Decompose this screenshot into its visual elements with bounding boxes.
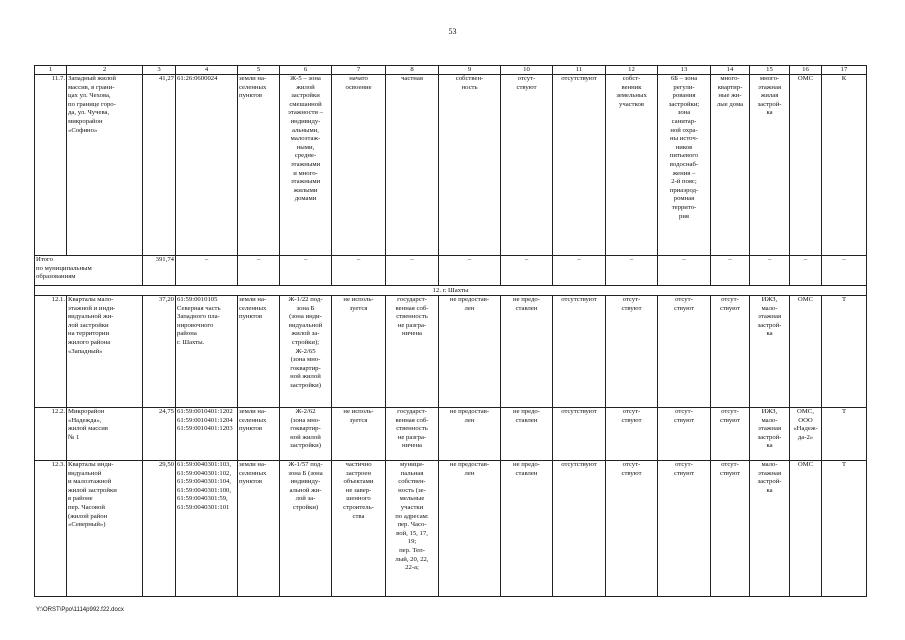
- table-cell: 61:26:0600024: [176, 75, 238, 256]
- table-cell: ОМС: [790, 461, 822, 597]
- total-dash: –: [501, 256, 553, 286]
- table-cell: земли на- селенных пунктов: [238, 75, 280, 256]
- total-dash: –: [176, 256, 238, 286]
- table-cell: Западный жилой массив, в грани- цах ул. Чехова, по границе горо- да, ул. Чучева, микрорайон «Софино»: [67, 75, 143, 256]
- table-row: [35, 75, 867, 256]
- table-cell: 6Б – зона регули- рования застройки; зона санитар- ной охра- ны источ- ников питьевого водоснаб- жения – 2-й пояс; приаэрод- ромная террито- рия: [658, 75, 711, 256]
- column-number: 11: [553, 66, 606, 75]
- table-cell: ОМС: [790, 75, 822, 256]
- table-cell: государст- венная соб- ственность не разгра- ничена: [386, 296, 439, 408]
- column-number: 6: [280, 66, 332, 75]
- table-cell: 41,27: [143, 75, 176, 256]
- table-cell: отсут- ствуют: [711, 296, 750, 408]
- column-number: 13: [658, 66, 711, 75]
- table-cell: отсутствуют: [553, 408, 606, 461]
- total-dash: –: [553, 256, 606, 286]
- table-cell: ИЖЗ, мало- этажная застрой- ка: [750, 296, 790, 408]
- table-cell: начато освоение: [332, 75, 386, 256]
- table-cell: Микрорайон «Надежда», жилой массив № 1: [67, 408, 143, 461]
- table-row: [35, 408, 867, 461]
- total-dash: –: [658, 256, 711, 286]
- table-cell: Ж-1/57 под- зона Б (зона индивиду- альной жи- лой за- стройки): [280, 461, 332, 597]
- total-dash: –: [711, 256, 750, 286]
- table-cell: ОМС: [790, 296, 822, 408]
- total-dash: –: [439, 256, 501, 286]
- column-number: 2: [67, 66, 143, 75]
- table-cell: Ж-2/62 (зона мно- гоквартир- ной жилой застройки): [280, 408, 332, 461]
- table-cell: отсут- ствуют: [606, 296, 658, 408]
- total-dash: –: [606, 256, 658, 286]
- table-cell: 11.7.: [35, 75, 67, 256]
- table-cell: 12.1.: [35, 296, 67, 408]
- table-cell: государст- венная соб- ственность не разгра- ничена: [386, 408, 439, 461]
- table-cell: 61:59:0040301:103, 61:59:0040301:102, 61:59:0040301:104, 61:59:0040301:100, 61:59:0040301:59, 61:59:0040301:101: [176, 461, 238, 597]
- table-cell: К: [822, 75, 867, 256]
- table-cell: земли на- селенных пунктов: [238, 296, 280, 408]
- column-number: 12: [606, 66, 658, 75]
- page-number: 53: [448, 27, 457, 36]
- column-number: 15: [750, 66, 790, 75]
- table-cell: не предостав- лен: [439, 461, 501, 597]
- table-cell: частная: [386, 75, 439, 256]
- total-dash: –: [822, 256, 867, 286]
- table-cell: частично застроен объектами не завер- шенного строитель- ства: [332, 461, 386, 597]
- column-number: 5: [238, 66, 280, 75]
- total-dash: –: [332, 256, 386, 286]
- table-cell: 12.3.: [35, 461, 67, 597]
- table-cell: мало- этажная застрой- ка: [750, 461, 790, 597]
- table-cell: отсутствуют: [553, 461, 606, 597]
- table-cell: Т: [822, 461, 867, 597]
- table-cell: 12.2.: [35, 408, 67, 461]
- table-cell: отсут- ствуют: [606, 408, 658, 461]
- column-number: 4: [176, 66, 238, 75]
- footer-file-path: Y:\ORST\Ppo\1114p992.f22.docx: [36, 607, 124, 613]
- total-dash: –: [750, 256, 790, 286]
- table-cell: отсут- ствуют: [501, 75, 553, 256]
- column-number: 17: [822, 66, 867, 75]
- total-dash: –: [790, 256, 822, 286]
- table-cell: отсутствуют: [553, 296, 606, 408]
- total-row: [35, 256, 867, 286]
- table-cell: собст- венник земельных участков: [606, 75, 658, 256]
- table-cell: не предо- ставлен: [501, 408, 553, 461]
- table-cell: Т: [822, 408, 867, 461]
- table-cell: отсут- ствуют: [658, 296, 711, 408]
- table-cell: отсутствуют: [553, 75, 606, 256]
- table-cell: не предостав- лен: [439, 296, 501, 408]
- column-number: 3: [143, 66, 176, 75]
- column-number: 8: [386, 66, 439, 75]
- column-number: 7: [332, 66, 386, 75]
- table-cell: 24,75: [143, 408, 176, 461]
- table-cell: ИЖЗ, мало- этажная застрой- ка: [750, 408, 790, 461]
- column-number: 10: [501, 66, 553, 75]
- table-cell: отсут- ствуют: [606, 461, 658, 597]
- table-cell: не предо- ставлен: [501, 296, 553, 408]
- section-title: 12. г. Шахты: [35, 286, 867, 296]
- table-cell: земли на- селенных пунктов: [238, 408, 280, 461]
- column-number-row: [35, 66, 867, 75]
- section-row: [35, 286, 867, 296]
- table-cell: не исполь- зуется: [332, 296, 386, 408]
- total-dash: –: [280, 256, 332, 286]
- table-cell: не предо- ставлен: [501, 461, 553, 597]
- table-cell: Кварталы мало- этажной и инди- видуальной жи- лой застройки на территории жилого района «Западный»: [67, 296, 143, 408]
- table-cell: собствен- ность: [439, 75, 501, 256]
- table-cell: Кварталы инди- видуальной и малоэтажной жилой застройки в районе пер. Часовой (жилой район «Северный»): [67, 461, 143, 597]
- total-dash: –: [386, 256, 439, 286]
- table-cell: земли на- селенных пунктов: [238, 461, 280, 597]
- table-cell: 61:59:0010105 Северная часть Западного пла- нировочного района г. Шахты.: [176, 296, 238, 408]
- table-cell: муници- пальная собствен- ность (зе- мельные участки по адресам: пер. Часо- вой, 15, 17, 19; пер. Теп- лый, 20, 22, 22-а;: [386, 461, 439, 597]
- table-cell: ОМС, ООО «Надеж- да-2»: [790, 408, 822, 461]
- land-plots-table: [34, 65, 867, 597]
- column-number: 1: [35, 66, 67, 75]
- table-row: [35, 461, 867, 597]
- table-cell: 37,20: [143, 296, 176, 408]
- table-row: [35, 296, 867, 408]
- table-cell: отсут- ствуют: [658, 408, 711, 461]
- table-cell: много- этажная жилая застрой- ка: [750, 75, 790, 256]
- total-label: Итого по муниципальным образованиям: [35, 256, 143, 286]
- table-cell: Ж-1/22 под- зона Б (зона инди- видуальной жилой за- стройки); Ж-2/65 (зона мно- гоквартир- ной жилой застройки): [280, 296, 332, 408]
- table-cell: Т: [822, 296, 867, 408]
- table-cell: отсут- ствуют: [711, 461, 750, 597]
- table-cell: 29,50: [143, 461, 176, 597]
- total-value: 391,74: [143, 256, 176, 286]
- table-cell: 61:59:0010401:1202 61:59:0010401:1204 61:59:0010401:1203: [176, 408, 238, 461]
- column-number: 9: [439, 66, 501, 75]
- table-cell: не исполь- зуется: [332, 408, 386, 461]
- table-cell: много- квартир- ные жи- лые дома: [711, 75, 750, 256]
- table-cell: отсут- ствуют: [711, 408, 750, 461]
- column-number: 14: [711, 66, 750, 75]
- total-dash: –: [238, 256, 280, 286]
- column-number: 16: [790, 66, 822, 75]
- table-cell: Ж-5 – зона жилой застройки смешанной этажности – индивиду- альными, малоэтаж- ными, средне- этажными и много- этажными жилыми домами: [280, 75, 332, 256]
- table-cell: отсут- ствуют: [658, 461, 711, 597]
- table-cell: не предостав- лен: [439, 408, 501, 461]
